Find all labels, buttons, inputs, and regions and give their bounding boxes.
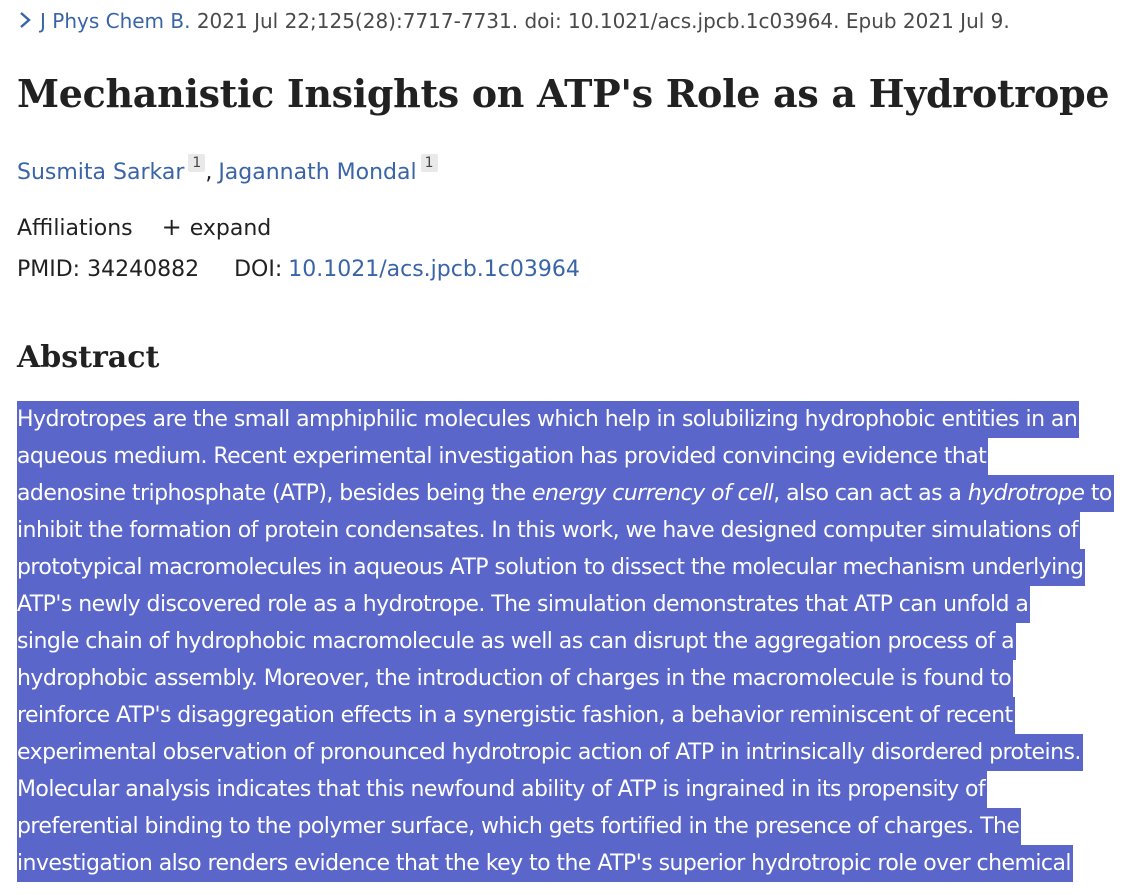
author-list — [17, 154, 438, 189]
abstract-line — [17, 586, 1030, 623]
abstract-text-segment: Molecular analysis indicates that this newfound ability of ATP is ingrained in its propensity of — [17, 777, 986, 802]
abstract-text-segment: investigation also renders evidence that the key to the ATP's superior hydrotropic role over chemical — [17, 851, 1071, 876]
abstract-text-segment: , also can act as a — [773, 481, 968, 506]
abstract-text-segment: aqueous medium. Recent experimental investigation has provided convincing evidence that — [17, 444, 987, 469]
abstract-line — [17, 438, 988, 475]
abstract-text-segment: adenosine triphosphate (ATP), besides being the — [17, 481, 533, 506]
citation-line — [16, 7, 1010, 35]
affiliation-marker[interactable]: 1 — [188, 154, 205, 172]
abstract-text-segment: preferential binding to the polymer surface, which gets fortified in the presence of charges. The — [17, 814, 1020, 839]
abstract-text-segment: prototypical macromolecules in aqueous ATP solution to dissect the molecular mechanism underlying — [17, 555, 1084, 580]
abstract-text-segment: ATP's newly discovered role as a hydrotrope. The simulation demonstrates that ATP can unfold a — [17, 592, 1029, 617]
affiliations-label: Affiliations — [17, 216, 133, 241]
abstract-text-segment: reinforce ATP's disaggregation effects in a synergistic fashion, a behavior reminiscent of recent — [17, 703, 1013, 728]
doi-label: DOI: — [234, 257, 283, 282]
abstract-text-segment: to — [1084, 481, 1112, 506]
abstract-line — [17, 734, 1083, 771]
identifiers-row — [17, 254, 580, 286]
article-title: Mechanistic Insights on ATP's Role as a Hydrotrope — [17, 71, 1110, 116]
abstract-line — [17, 771, 987, 808]
abstract-line — [17, 660, 1013, 697]
expand-affiliations-button[interactable] — [161, 213, 272, 241]
abstract-text-segment: hydrophobic assembly. Moreover, the introduction of charges in the macromolecule is found to — [17, 666, 1012, 691]
expand-label: expand — [189, 216, 272, 241]
abstract-line — [17, 549, 1085, 586]
abstract-text-segment: inhibit the formation of protein condensates. In this work, we have designed computer simulations of — [17, 518, 1078, 543]
doi-link[interactable]: 10.1021/acs.jpcb.1c03964 — [288, 257, 580, 282]
author-link[interactable]: Susmita Sarkar — [17, 160, 185, 185]
abstract-emphasis: hydrotrope — [967, 481, 1085, 506]
abstract-line — [17, 808, 1021, 845]
abstract-line — [17, 623, 1016, 660]
abstract-line — [17, 697, 1015, 734]
chevron-right-icon[interactable] — [16, 10, 34, 30]
author-link[interactable]: Jagannath Mondal — [218, 160, 417, 185]
pmid-label: PMID: — [17, 257, 81, 282]
plus-icon: + — [161, 213, 182, 241]
abstract-line — [17, 512, 1080, 549]
affiliations-row — [17, 211, 271, 245]
citation-details: 2021 Jul 22;125(28):7717-7731. doi: 10.1021/acs.jpcb.1c03964. Epub 2021 Jul 9. — [190, 9, 1010, 33]
abstract-line — [17, 845, 1073, 882]
journal-link[interactable]: J Phys Chem B. — [40, 9, 191, 33]
abstract-text[interactable] — [17, 401, 1145, 882]
pmid-value: 34240882 — [87, 257, 200, 282]
abstract-text-segment: Hydrotropes are the small amphiphilic molecules which help in solubilizing hydrophobic entities in an — [17, 407, 1078, 432]
abstract-text-segment: experimental observation of pronounced hydrotropic action of ATP in intrinsically disordered proteins. — [17, 740, 1081, 765]
author-separator: , — [205, 160, 213, 185]
abstract-emphasis: energy currency of cell — [532, 481, 774, 506]
abstract-line — [17, 401, 1079, 438]
abstract-heading: Abstract — [17, 340, 160, 375]
abstract-text-segment: single chain of hydrophobic macromolecule as well as can disrupt the aggregation process of a — [17, 629, 1015, 654]
abstract-line — [17, 475, 1114, 512]
affiliation-marker[interactable]: 1 — [421, 154, 438, 172]
